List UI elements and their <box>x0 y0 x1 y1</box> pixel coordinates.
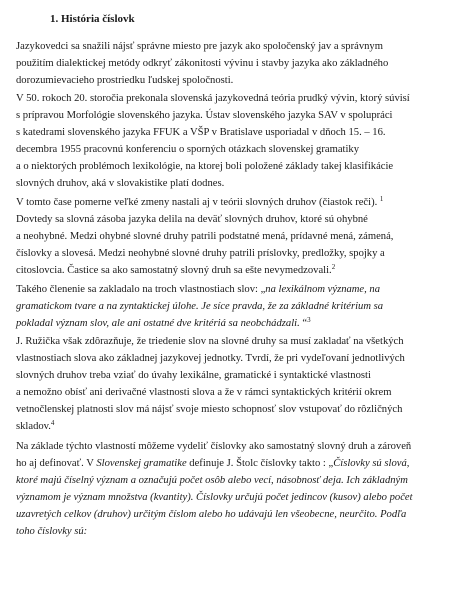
text-line: vetnočlenskej platnosti slov má nájsť svoje miesto schopnosť slov vstupovať do rôzličných <box>16 404 403 416</box>
text-line: Dovtedy sa slovná zásoba jazyka delila na deväť slovných druhov, ktoré sú ohybné <box>16 214 368 226</box>
closing-quote: “ <box>299 318 308 330</box>
quote-text: Číslovky sú slová, <box>333 458 410 470</box>
footnote-ref-3: 3 <box>307 316 311 325</box>
text-line <box>16 315 444 332</box>
text-line: vlastnostiach slova ako základnej jazykovej jednotky. Tvrdí, že pri vydeľovaní jednotlivých <box>16 353 405 365</box>
book-title: Slovenskej gramatike <box>96 458 187 470</box>
text-line: dorozumievacieho prostriedku ľudskej spoločnosti. <box>16 75 234 87</box>
line-text: Takého členenie sa zakladalo na troch vlastnostiach slov: „ <box>16 284 266 295</box>
quote-line: gramatickom tvare a na zyntaktickej úlohe. Je síce pravda, že za základné kritérium sa <box>16 301 384 313</box>
section-heading: 1. História číslovk <box>50 13 135 25</box>
paragraph-ruzicka <box>16 333 444 436</box>
text-line: a o niektorých problémoch lexikológie, na ktorej boli položené základy takej klasifikácie <box>16 161 394 173</box>
text-line: slovných druhov treba vziať do úvahy lexikálne, gramatické i syntaktické vlastnosti <box>16 370 371 382</box>
line-text: citoslovcia. Častice sa ako samostatný slovný druh sa ešte nevymedzovali. <box>16 265 332 277</box>
text-line <box>16 418 444 435</box>
text-line: decembra 1955 pracovnú konferenciu o sporných otázkach slovenskej gramatiky <box>16 144 359 156</box>
paragraph-quotation <box>16 281 444 332</box>
footnote-ref-2: 2 <box>331 263 336 272</box>
quote-line: významom je význam množstva (kvantity). Číslovky určujú počet jedincov (kusov) alebo počet <box>16 492 413 504</box>
paragraph-definition <box>16 438 444 541</box>
quote-text: pokladal význam slov, ale ani ostatné dve kritériá sa neobchádzali. <box>16 318 300 330</box>
text-line: a nemožno obísť ani derivačné vlastnosti slova a že v rámci syntaktických kritérií okrem <box>16 387 392 399</box>
text-line: J. Ružička však zdôrazňuje, že triedenie slov na slovné druhy sa musí zakladať na všetkých <box>16 336 404 347</box>
line-text: V tomto čase pomerne veľké zmeny nastali aj v teórii slovných druhov (čiastok reči). <box>16 197 378 208</box>
text-line: číslovky a slovesá. Medzi neohybné slovné druhy patrili príslovky, predložky, spojky a <box>16 248 385 260</box>
text-line <box>16 194 444 211</box>
text-line <box>16 455 444 472</box>
line-text: skladov. <box>16 421 51 433</box>
paragraph-intro <box>16 38 444 89</box>
text-line: s prípravou Morfológie slovenského jazyka. Ústav slovenského jazyka SAV v spolupráci <box>16 110 393 122</box>
text-line: V 50. rokoch 20. storočia prekonala slovenská jazykovedná teória prudký vývin, ktorý súvisí <box>16 93 410 104</box>
text-line: Jazykovedci sa snažili nájsť správne miesto pre jazyk ako spoločenský jav a správnym <box>16 41 383 52</box>
footnote-ref-4: 4 <box>50 419 55 428</box>
text-line <box>16 281 444 298</box>
text-line <box>16 262 444 279</box>
text-line: použitím dialektickej metódy odkryť zákonitosti vývinu i stavby jazyka ako základného <box>16 58 389 70</box>
line-text: definuje J. Štolc číslovky takto : „ <box>186 458 334 470</box>
footnote-ref-1: 1 <box>379 195 384 203</box>
text-line: slovných druhov, aká v slovakistike platí dodnes. <box>16 178 225 190</box>
quote-line: toho číslovky sú: <box>16 526 88 538</box>
quote-text: na lexikálnom význame, na <box>265 284 381 295</box>
line-text: ho aj definovať. V <box>16 458 97 470</box>
text-line: s katedrami slovenského jazyka FFUK a VŠP v Bratislave usporiadal v dňoch 15. – 16. <box>16 127 386 139</box>
paragraph-history <box>16 90 444 193</box>
quote-line: uzavretých celkov (druhov) určitým číslom alebo ho udávajú len všeobecne, neurčito. Podľa <box>16 509 407 521</box>
paragraph-word-classes <box>16 194 444 279</box>
quote-line: ktoré majú číselný význam a označujú počet osôb alebo vecí, násobnosť deja. Ich základným <box>16 475 408 487</box>
text-line: Na základe týchto vlastností môžeme vydeliť číslovky ako samostatný slovný druh a zároveň <box>16 441 412 452</box>
text-line: a neohybné. Medzi ohybné slovné druhy patrili podstatné mená, prídavné mená, zámená, <box>16 231 394 243</box>
